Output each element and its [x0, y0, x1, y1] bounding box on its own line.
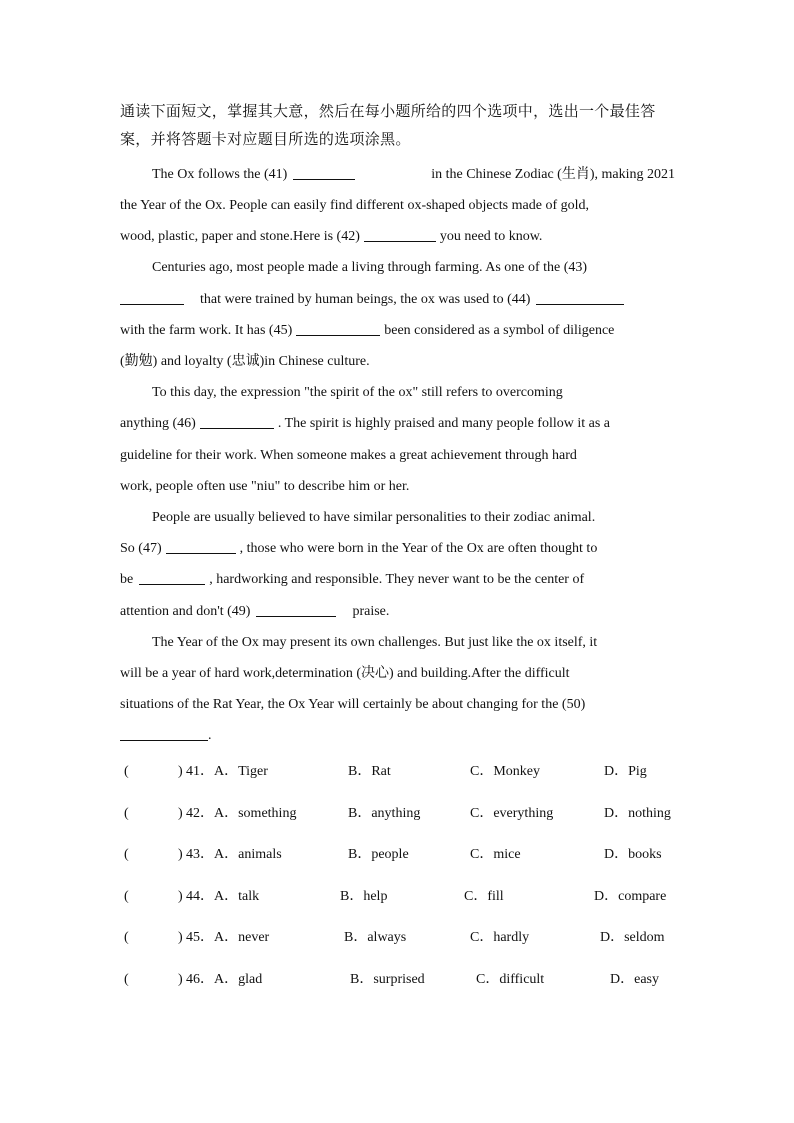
option-c[interactable]: C．difficult [476, 972, 545, 987]
passage-text: with the farm work. It has (45) [120, 323, 293, 338]
passage-text: attention and don't (49) [120, 604, 251, 619]
option-b[interactable]: B．anything [348, 806, 421, 821]
option-c[interactable]: C．Monkey [470, 764, 540, 779]
passage-text: wood, plastic, paper and stone.Here is (42) [120, 229, 360, 244]
passage-text: praise. [352, 604, 390, 619]
option-c[interactable]: C．mice [470, 847, 521, 862]
option-d[interactable]: D．books [604, 847, 662, 862]
option-a[interactable]: 45．A．never [186, 930, 270, 945]
answer-paren-open: ( [124, 972, 129, 987]
passage-line-16: The Year of the Ox may present its own challenges. But just like the ox itself, it [152, 635, 598, 650]
passage-line-12: People are usually believed to have similar personalities to their zodiac animal. [152, 510, 596, 525]
option-c[interactable]: C．everything [470, 806, 554, 821]
answer-paren-close: ) [178, 930, 183, 945]
blank-45[interactable] [296, 321, 380, 336]
question-42 [120, 803, 680, 825]
passage-line-13 [120, 539, 675, 559]
passage-line-10: guideline for their work. When someone makes a great achievement through hard [120, 448, 577, 463]
passage-text: . The spirit is highly praised and many people follow it as a [277, 416, 611, 431]
answer-paren-close: ) [178, 806, 183, 821]
passage-text: . [208, 728, 212, 743]
passage-line-11: work, people often use "niu" to describe him or her. [120, 479, 410, 494]
blank-48[interactable] [139, 570, 205, 585]
passage-text: in the Chinese Zodiac (生肖), making 2021 [431, 167, 675, 182]
passage-line-4: Centuries ago, most people made a living through farming. As one of the (43) [152, 260, 588, 275]
passage-text: been considered as a symbol of diligence [384, 323, 615, 338]
blank-47[interactable] [166, 539, 236, 554]
passage-line-15 [120, 602, 675, 622]
answer-paren-close: ) [178, 847, 183, 862]
blank-49[interactable] [256, 602, 336, 617]
blank-44[interactable] [536, 290, 624, 305]
option-b[interactable]: B．surprised [350, 972, 425, 987]
option-d[interactable]: D．nothing [604, 806, 671, 821]
option-a[interactable]: 44．A．talk [186, 889, 260, 904]
option-a[interactable]: 41．A．Tiger [186, 764, 268, 779]
option-b[interactable]: B．always [344, 930, 407, 945]
option-c[interactable]: C．hardly [470, 930, 530, 945]
passage-line-1 [152, 165, 675, 185]
question-41 [120, 761, 680, 783]
passage-line-6 [120, 321, 675, 341]
blank-43[interactable] [120, 290, 184, 305]
passage-text: The Ox follows the (41) [152, 167, 288, 182]
answer-paren-close: ) [178, 889, 183, 904]
answer-paren-open: ( [124, 764, 129, 779]
option-b[interactable]: B．Rat [348, 764, 391, 779]
answer-paren-open: ( [124, 806, 129, 821]
passage-line-2: the Year of the Ox. People can easily find different ox-shaped objects made of gold, [120, 198, 589, 213]
passage-text: , those who were born in the Year of the Ox are often thought to [239, 541, 598, 556]
question-46 [120, 969, 680, 991]
passage-text: anything (46) [120, 416, 196, 431]
option-d[interactable]: D．seldom [600, 930, 665, 945]
passage-text: So (47) [120, 541, 162, 556]
passage-text: that were trained by human beings, the ox was used to (44) [200, 292, 531, 307]
passage-line-7: (勤勉) and loyalty (忠诚)in Chinese culture. [120, 354, 370, 369]
passage-text: , hardworking and responsible. They never want to be the center of [209, 572, 585, 587]
option-d[interactable]: D．Pig [604, 764, 647, 779]
question-45 [120, 927, 680, 949]
passage-line-19 [120, 726, 675, 746]
question-43 [120, 844, 680, 866]
option-b[interactable]: B．help [340, 889, 388, 904]
option-a[interactable]: 46．A．glad [186, 972, 263, 987]
option-c[interactable]: C．fill [464, 889, 504, 904]
answer-paren-open: ( [124, 847, 129, 862]
blank-41[interactable] [293, 165, 355, 180]
option-a[interactable]: 42．A．something [186, 806, 297, 821]
option-d[interactable]: D．easy [610, 972, 659, 987]
answer-paren-close: ) [178, 972, 183, 987]
passage-line-5 [120, 290, 675, 310]
answer-paren-open: ( [124, 930, 129, 945]
passage-text: you need to know. [439, 229, 543, 244]
question-44 [120, 886, 680, 908]
passage-line-17: will be a year of hard work,determination (决心) and building.After the difficult [120, 666, 570, 681]
option-b[interactable]: B．people [348, 847, 409, 862]
option-d[interactable]: D．compare [594, 889, 667, 904]
answer-paren-close: ) [178, 764, 183, 779]
answer-paren-open: ( [124, 889, 129, 904]
option-a[interactable]: 43．A．animals [186, 847, 282, 862]
passage-line-3 [120, 227, 675, 247]
passage-text: be [120, 572, 134, 587]
passage-line-8: To this day, the expression "the spirit of the ox" still refers to overcoming [152, 385, 563, 400]
passage-line-18: situations of the Rat Year, the Ox Year will certainly be about changing for the (50) [120, 697, 586, 712]
blank-50[interactable] [120, 726, 208, 741]
passage-line-14 [120, 570, 675, 590]
passage-line-9 [120, 414, 675, 434]
instructions: 通读下面短文，掌握其大意，然后在每小题所给的四个选项中，选出一个最佳答案，并将答题卡对应题目所选的选项涂黑。 [120, 102, 656, 148]
blank-42[interactable] [364, 227, 436, 242]
blank-46[interactable] [200, 414, 274, 429]
